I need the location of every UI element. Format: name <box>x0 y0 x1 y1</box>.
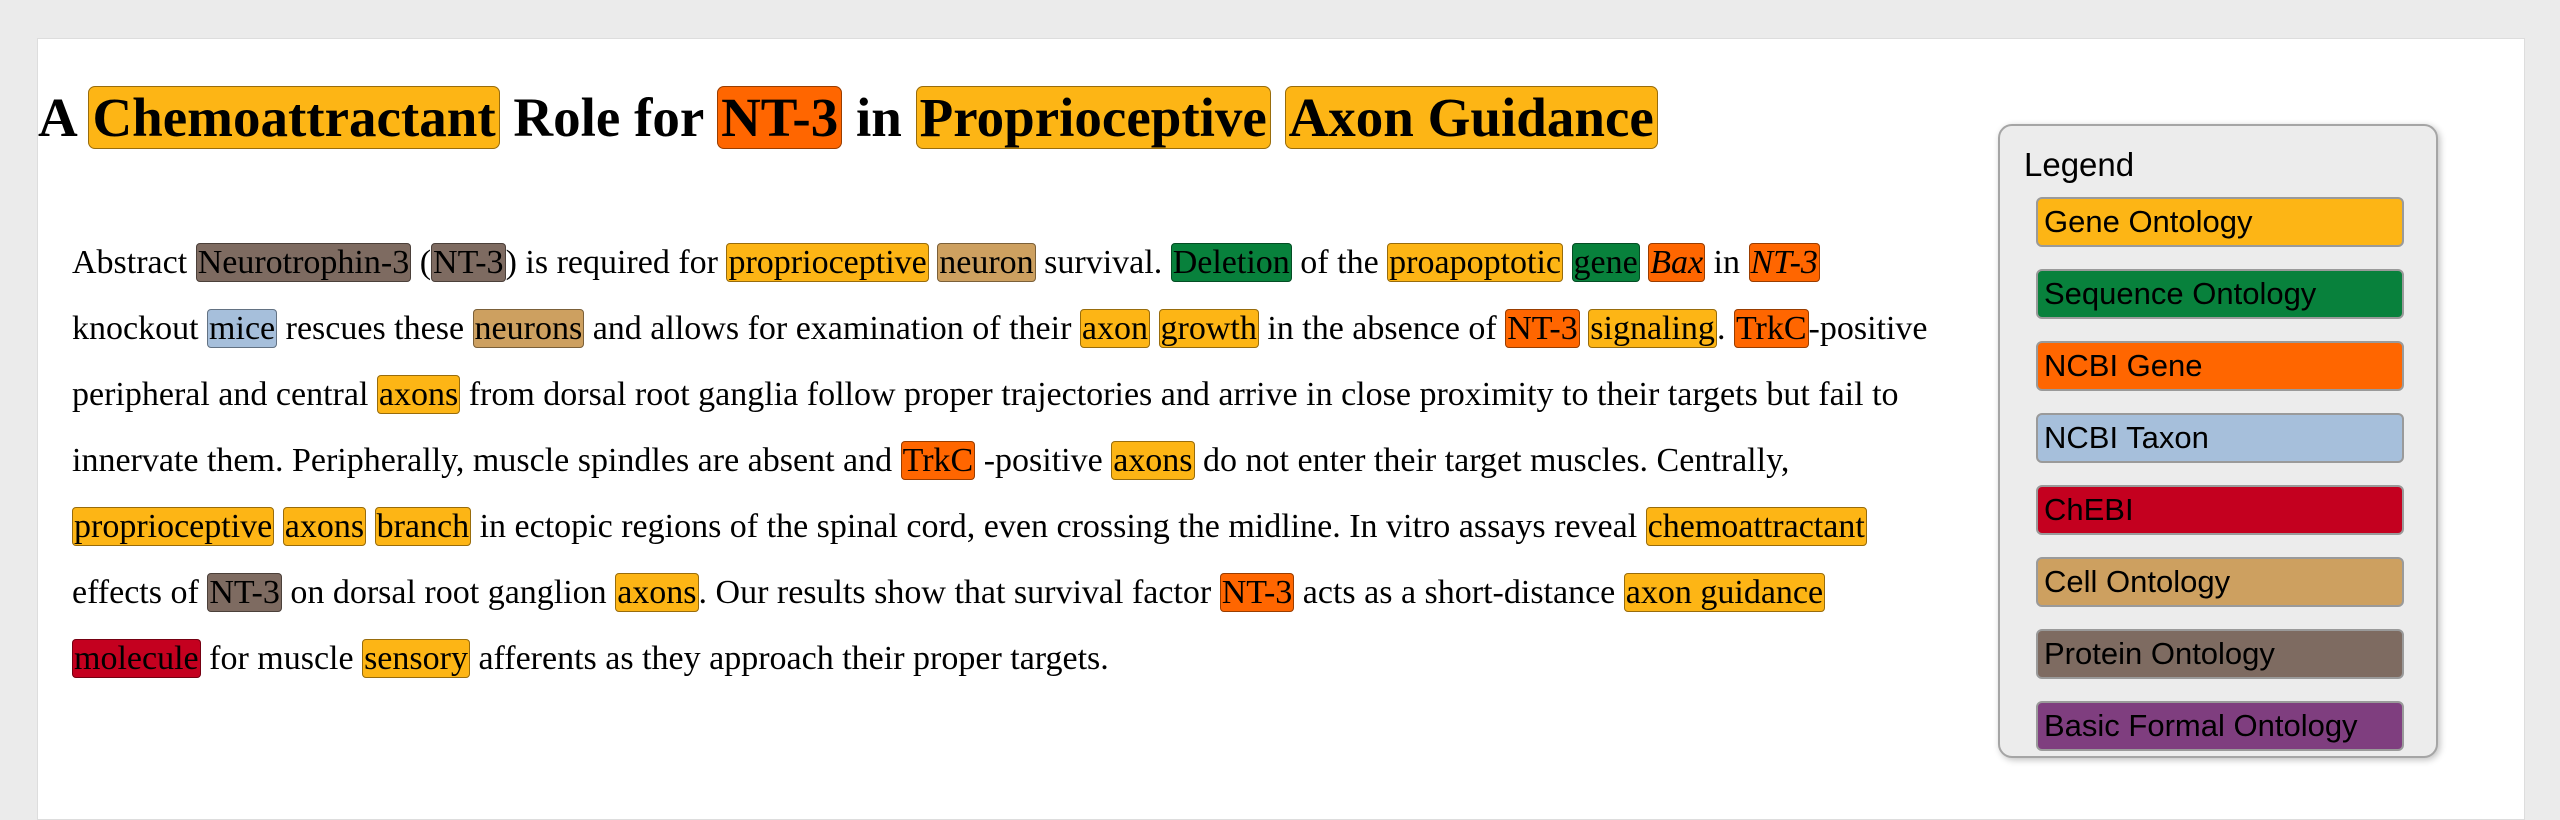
legend-item-ncbig: NCBI Gene <box>2036 341 2404 391</box>
annotation-cell[interactable]: neuron <box>939 244 1034 281</box>
legend-panel <box>1998 124 2438 758</box>
annotation-so[interactable]: Deletion <box>1172 244 1290 281</box>
legend-item-pro: Protein Ontology <box>2036 629 2404 679</box>
legend-item-taxon: NCBI Taxon <box>2036 413 2404 463</box>
plain-text: A <box>38 87 89 148</box>
plain-text: -positive <box>975 442 1112 479</box>
annotation-cell[interactable]: neurons <box>474 310 583 347</box>
plain-text <box>1271 87 1285 148</box>
plain-text <box>1640 244 1649 281</box>
plain-text: survival. <box>1035 244 1171 281</box>
annotation-go[interactable]: growth <box>1160 310 1257 347</box>
plain-text: knockout <box>72 310 208 347</box>
legend-item-cell: Cell Ontology <box>2036 557 2404 607</box>
article-title <box>38 80 1658 156</box>
annotation-go[interactable]: axon guidance <box>1625 574 1824 611</box>
plain-text: on dorsal root ganglion <box>281 574 616 611</box>
plain-text <box>274 508 283 545</box>
plain-text: for muscle <box>200 640 363 677</box>
plain-text: . Our results show that survival factor <box>698 574 1220 611</box>
annotation-chebi[interactable]: molecule <box>74 640 199 677</box>
annotation-ncbig[interactable]: NT-3 <box>1750 244 1818 281</box>
legend-item-chebi: ChEBI <box>2036 485 2404 535</box>
annotation-pro[interactable]: Neurotrophin-3 <box>197 244 410 281</box>
legend-item-go: Gene Ontology <box>2036 197 2404 247</box>
annotation-ncbig[interactable]: NT-3 <box>1221 574 1293 611</box>
annotation-pro[interactable]: NT-3 <box>209 574 280 611</box>
plain-text: in the absence of <box>1258 310 1506 347</box>
plain-text: ) is required for <box>505 244 727 281</box>
annotation-ncbig[interactable]: Bax <box>1650 244 1704 281</box>
plain-text: in <box>842 87 916 148</box>
annotation-ncbig[interactable]: NT-3 <box>1507 310 1578 347</box>
plain-text: . <box>1716 310 1734 347</box>
annotation-go[interactable]: proapoptotic <box>1389 244 1561 281</box>
plain-text: afferents as they approach their proper targets. <box>469 640 1109 677</box>
annotation-go[interactable]: Chemoattractant <box>88 86 499 149</box>
plain-text <box>1580 310 1589 347</box>
annotation-pro[interactable]: NT-3 <box>433 244 504 281</box>
annotation-taxon[interactable]: mice <box>209 310 276 347</box>
plain-text: acts as a short-distance <box>1294 574 1624 611</box>
plain-text: in ectopic regions of the spinal cord, even crossing the midline. In vitro assays reveal <box>471 508 1646 545</box>
plain-text: and allows for examination of their <box>584 310 1080 347</box>
plain-text: of the <box>1291 244 1388 281</box>
annotation-go[interactable]: sensory <box>364 640 468 677</box>
legend-title: Legend <box>2024 146 2135 183</box>
annotation-go[interactable]: Axon Guidance <box>1285 86 1658 149</box>
plain-text: ( <box>411 244 432 281</box>
annotation-go[interactable]: axons <box>1113 442 1193 479</box>
plain-text: Role for <box>499 87 718 148</box>
legend-item-bfo: Basic Formal Ontology <box>2036 701 2404 751</box>
plain-text: from dorsal root ganglia follow proper trajectories and arrive in close proximity to their targets but fail to innervate them. Peripherally, muscle spindles are absent and <box>72 376 1899 479</box>
annotation-go[interactable]: axons <box>617 574 697 611</box>
annotation-go[interactable]: chemoattractant <box>1647 508 1865 545</box>
annotation-ncbig[interactable]: TrkC <box>902 442 974 479</box>
annotation-go[interactable]: axon <box>1081 310 1148 347</box>
plain-text: Abstract <box>72 244 196 281</box>
plain-text: -positive peripheral and central <box>72 310 1928 413</box>
annotation-go[interactable]: proprioceptive <box>728 244 927 281</box>
annotation-go[interactable]: signaling <box>1590 310 1715 347</box>
annotation-go[interactable]: branch <box>376 508 470 545</box>
legend-item-so: Sequence Ontology <box>2036 269 2404 319</box>
legend-list <box>2036 197 2404 773</box>
plain-text <box>929 244 938 281</box>
plain-text <box>1150 310 1159 347</box>
annotation-so[interactable]: gene <box>1573 244 1638 281</box>
plain-text: do not enter their target muscles. Centrally, <box>1194 442 1790 479</box>
annotation-go[interactable]: axons <box>378 376 459 413</box>
annotation-go[interactable]: axons <box>284 508 365 545</box>
annotation-go[interactable]: Proprioceptive <box>916 86 1271 149</box>
plain-text <box>1563 244 1572 281</box>
abstract-text <box>72 230 1952 692</box>
annotation-ncbig[interactable]: TrkC <box>1735 310 1807 347</box>
annotation-go[interactable]: proprioceptive <box>74 508 273 545</box>
plain-text: in <box>1705 244 1749 281</box>
annotation-ncbig[interactable]: NT-3 <box>717 86 842 149</box>
plain-text <box>366 508 375 545</box>
plain-text: rescues these <box>277 310 473 347</box>
plain-text: effects of <box>72 574 208 611</box>
